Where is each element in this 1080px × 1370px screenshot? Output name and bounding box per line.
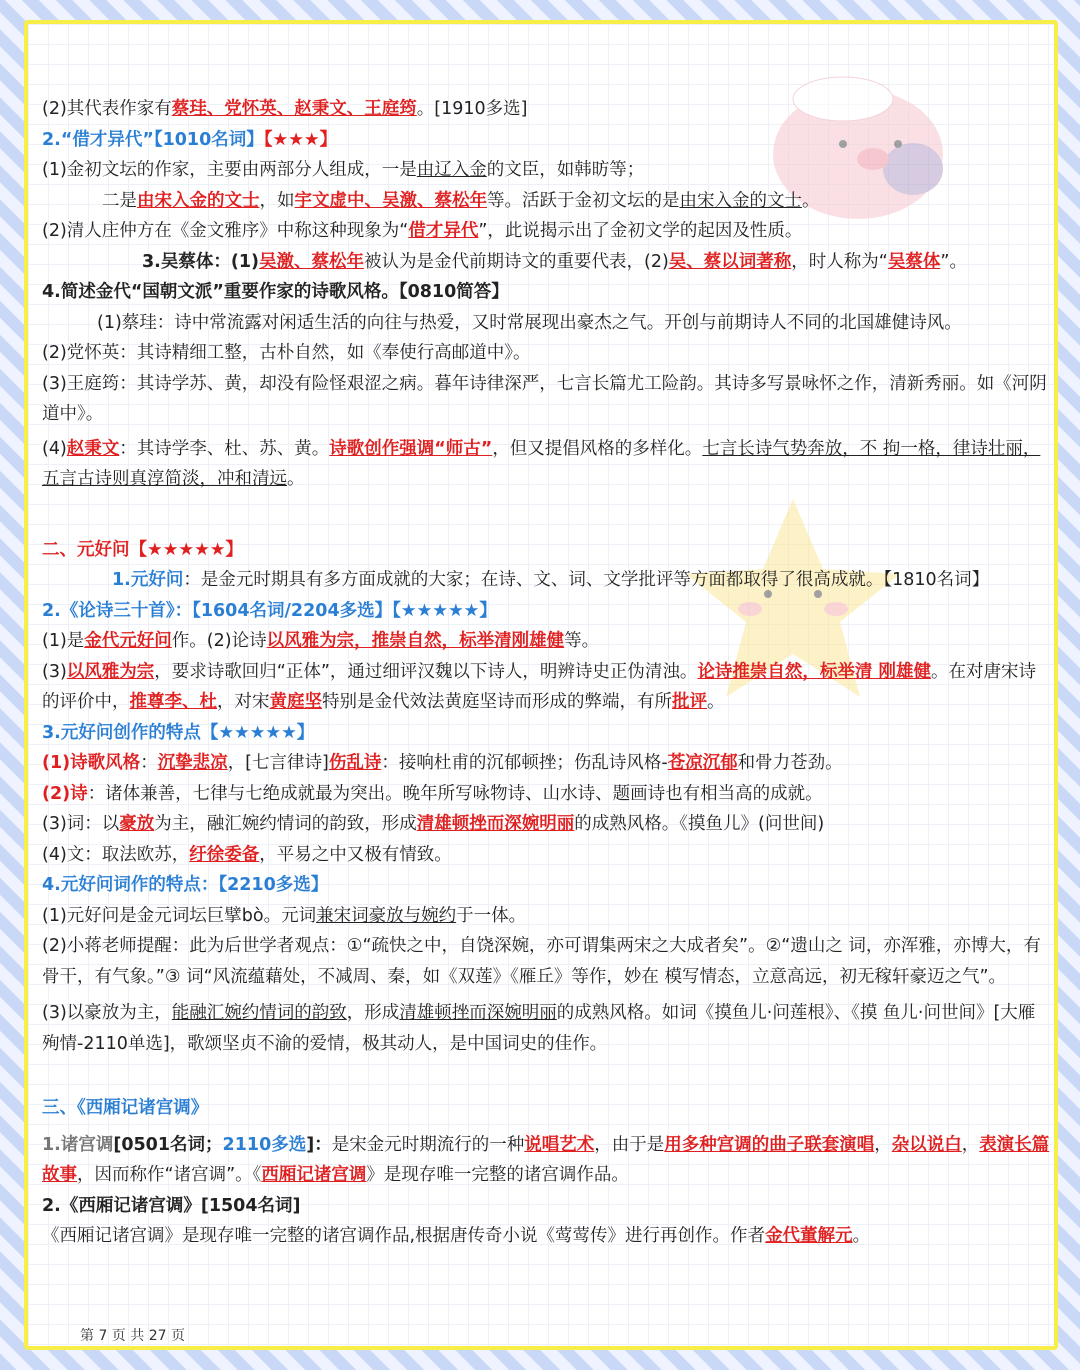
- highlight: 表演长篇故事: [42, 1134, 1050, 1185]
- text: ”。: [940, 251, 967, 272]
- text: ，时人称为“: [791, 251, 888, 272]
- para-lunshi-detail: [42, 657, 1052, 718]
- para-yuan-haowen-intro: [42, 565, 1052, 596]
- highlight: 赵秉文: [66, 438, 120, 459]
- para-cai-gui: (1)蔡珪：诗中常流露对闲适生活的向往与热爱，又时常展现出豪杰之气。开创与前期诗人不同的北国雄健诗风。: [97, 312, 962, 333]
- text: 等。: [564, 631, 600, 651]
- text: ：是金元时期具有多方面成就的大家；在诗、文、词、文学批评等方面都取得了很高成就。【1810名词】: [183, 570, 990, 590]
- underline: 由辽入金: [416, 160, 487, 180]
- highlight: 金代元好问: [84, 631, 172, 651]
- heading-tag: 【2210多选】: [218, 875, 329, 895]
- para-wucai-style: [42, 247, 1052, 278]
- text: ，但又提倡风格的多样化。: [492, 438, 703, 459]
- text: ，如: [259, 190, 295, 211]
- text: 。: [287, 469, 305, 489]
- para-zhuang-zhongfang: [42, 216, 1052, 247]
- para-poetry-genres: [42, 779, 1052, 810]
- text: (4): [42, 438, 67, 459]
- term-label: 1.元好问: [112, 570, 184, 590]
- text: 作。(2)论诗: [171, 631, 267, 651]
- para-prose-style: [42, 840, 1052, 871]
- text: ，要求诗歌回归“正体”，通过细评汉魏以下诗人，明辨诗史正伪清浊。: [154, 661, 698, 682]
- text: 的成熟风格。《摸鱼儿》(问世间): [574, 814, 825, 834]
- underline: 兼宋词豪放与婉约: [316, 905, 457, 926]
- text: 特别是金代效法黄庭坚诗而形成的弊端，有所: [322, 692, 672, 712]
- underline: 由宋入金的文士: [679, 190, 802, 211]
- heading-creation-features: 3.元好问创作的特点【★★★★★】: [42, 722, 315, 743]
- highlight: 宇文虚中、吴激、蔡松年: [294, 190, 487, 211]
- text: ”，此说揭示出了金初文学的起因及性质。: [478, 221, 803, 241]
- text: (3)以豪放为主，: [42, 1003, 172, 1023]
- text: 于一体。: [456, 905, 527, 926]
- highlight: 吴激、蔡松年: [259, 251, 364, 272]
- text: 是宋金元时期流行的一种: [331, 1134, 525, 1155]
- text: 的成熟风格。如词《摸鱼儿·问莲根》、《摸 鱼儿·问世间》[大雁殉情-2110单选]，歌颂坚贞不渝的爱情，极其动人，是中国词史的佳作。: [42, 1003, 1036, 1054]
- highlight: 推尊李、杜: [129, 692, 217, 712]
- highlight: 论诗推崇自然，标举清 刚雄健: [697, 661, 932, 682]
- para-representative-authors: [42, 94, 1052, 125]
- text: ，[七言律诗]: [227, 753, 329, 773]
- text: ，平易之中又极有情致。: [259, 844, 452, 865]
- document-page: [24, 20, 1058, 1350]
- text: (1)诗歌风格: [42, 753, 141, 773]
- para-ci-master: [42, 901, 1052, 932]
- text: 。: [707, 692, 725, 712]
- text: 。: [852, 1226, 871, 1246]
- para-song-scholars: [42, 186, 1052, 217]
- term-label: 1.诸宫调: [42, 1134, 114, 1155]
- underline: 清雄顿挫而深婉明丽: [399, 1003, 557, 1023]
- highlight: 蔡珪、党怀英、赵秉文、王庭筠: [171, 99, 417, 119]
- highlight: 以风雅为宗: [66, 661, 155, 682]
- text: 二是: [102, 190, 137, 211]
- highlight: 说唱艺术: [524, 1134, 595, 1155]
- para-xixiangji-author: [42, 1221, 1052, 1252]
- text: 》是现存唯一完整的诸宫调作品。: [366, 1165, 629, 1185]
- text: (1)是: [42, 631, 85, 651]
- heading-tag: 【1010名词】: [153, 129, 264, 150]
- text: ，对宋: [217, 692, 270, 712]
- text: (4)文：取法欧苏，: [42, 844, 190, 865]
- highlight: 纡徐委备: [189, 844, 260, 865]
- highlight: 金代董解元: [765, 1226, 853, 1246]
- text: (1)金初文坛的作家，主要由两部分人组成，一是: [42, 160, 417, 180]
- highlight: 黄庭坚: [269, 692, 322, 712]
- highlight: 西厢记诸宫调: [261, 1165, 367, 1185]
- text: ，: [874, 1134, 892, 1155]
- text: (2)清人庄仲方在《金文雅序》中称这种现象为“: [42, 221, 409, 241]
- text: ，: [961, 1134, 980, 1155]
- text: ，因而称作“诸宫调”。《: [77, 1165, 262, 1185]
- highlight: 批评: [672, 692, 707, 712]
- text: 。[1910多选]: [416, 99, 528, 119]
- highlight: 吴、蔡以词著称: [668, 251, 792, 272]
- text: (3)词：以: [42, 814, 120, 834]
- heading-title: 2.“借才异代”: [42, 129, 154, 150]
- section-xixiangji: 三、《西厢记诸宫调》: [42, 1098, 209, 1118]
- para-ci-mature-style: [42, 998, 1052, 1059]
- highlight: 以风雅为宗，推崇自然，标举清刚雄健: [266, 631, 565, 651]
- text: 的文臣，如韩昉等；: [486, 160, 645, 180]
- text: 被认为是金代前期诗文的重要代表，(2): [364, 251, 669, 272]
- text: 和骨力苍劲。: [737, 753, 843, 773]
- heading-jiecai-yidai: [42, 125, 1052, 156]
- heading-ci-features: [42, 870, 1052, 901]
- highlight: 苍凉沉郁: [667, 753, 738, 773]
- text: (3): [42, 661, 67, 682]
- highlight: 沉挚悲凉: [157, 753, 228, 773]
- text: 3.吴蔡体：(1): [142, 251, 259, 272]
- para-lunshi-author: [42, 626, 1052, 657]
- highlight: 由宋入金的文士: [137, 190, 260, 211]
- highlight: 杂以说白: [891, 1134, 962, 1155]
- para-early-jin-writers: [42, 155, 1052, 186]
- highlight: 吴蔡体: [887, 251, 941, 272]
- para-poetry-style: [42, 748, 1052, 779]
- text: ：其诗学李、杜、苏、黄。: [119, 438, 330, 459]
- para-zhao-bingwen: [42, 434, 1052, 495]
- text: ：诸体兼善，七律与七绝成就最为突出。晚年所写咏物诗、山水诗、题画诗也有相当高的成就。: [87, 783, 823, 804]
- text: 为主，融汇婉约情词的韵致，形成: [154, 814, 417, 834]
- text: (1)元好问是金元词坛巨擘bò。元词: [42, 905, 317, 926]
- text: 。: [802, 190, 820, 211]
- text: 2110多选: [222, 1134, 307, 1155]
- section-yuan-haowen: 二、元好问【★★★★★】: [42, 539, 243, 560]
- para-zhugongdiao: [42, 1130, 1052, 1191]
- highlight: 豪放: [119, 814, 155, 834]
- text: ：: [140, 753, 158, 773]
- para-teacher-note: (2)小蒋老师提醒：此为后世学者观点：①“疏快之中，自饶深婉，亦可谓集两宋之大成者矣”。②“遗山之 词，亦浑雅，亦博大，有骨干，有气象。”③ 词“风流蕴藉处，不减周、秦，如《双莲》《雁丘》等作，妙在 模写情态，立意高远，初无稼轩豪迈之气”。: [42, 936, 1041, 987]
- highlight: 伤乱诗: [328, 753, 382, 773]
- text: [0501名词；: [113, 1134, 223, 1155]
- heading-guochao-wenpai: 4.简述金代“国朝文派”重要作家的诗歌风格。【0810简答】: [42, 282, 509, 302]
- text: 等。活跃于金初文坛的是: [487, 190, 680, 211]
- heading-xixiangji-term: 2.《西厢记诸宫调》[1504名词]: [42, 1195, 301, 1216]
- heading-lunshi-sanshi: 2.《论诗三十首》：【1604名词/2204多选】【★★★★★】: [42, 600, 497, 621]
- highlight: 诗歌创作强调“师古”: [329, 438, 493, 459]
- underline: 能融汇婉约情词的韵致: [171, 1003, 347, 1023]
- highlight: 用多种宫调的曲子联套演唱: [664, 1134, 875, 1155]
- rating-stars: 【★★★】: [263, 129, 338, 150]
- text: (2)其代表作家有: [42, 99, 172, 119]
- para-ci-style: [42, 809, 1052, 840]
- text: ，形成: [346, 1003, 400, 1023]
- underline: 七言长诗气势奔放，不 拘一格，律诗壮丽，五言古诗则真淳简淡，冲和清远: [42, 438, 1041, 489]
- text: ：接响杜甫的沉郁顿挫；伤乱诗风格-: [381, 753, 668, 773]
- heading-title: 4.元好问词作的特点：: [42, 875, 219, 895]
- highlight: 借才异代: [408, 221, 479, 241]
- text: 《西厢记诸宫调》是现存唯一完整的诸宫调作品,根据唐传奇小说《莺莺传》进行再创作。作者: [42, 1226, 766, 1246]
- page-number: 第 7 页 共 27 页: [80, 1328, 185, 1344]
- text: (2)诗: [42, 783, 88, 804]
- text: 。在对唐宋诗的评价中，: [42, 661, 1037, 712]
- text: ，由于是: [594, 1134, 665, 1155]
- para-wang-tingyun: (3)王庭筠：其诗学苏、黄，却没有险怪艰涩之病。暮年诗律深严，七言长篇尤工险韵。其诗多写景咏怀之作，清新秀丽。如《河阴道中》。: [42, 373, 1047, 424]
- highlight: 清雄顿挫而深婉明丽: [416, 814, 575, 834]
- para-dang-huaiying: (2)党怀英：其诗精细工整，古朴自然，如《奉使行高邮道中》。: [42, 343, 531, 363]
- content: [42, 94, 1052, 1252]
- text: ]：: [306, 1134, 332, 1155]
